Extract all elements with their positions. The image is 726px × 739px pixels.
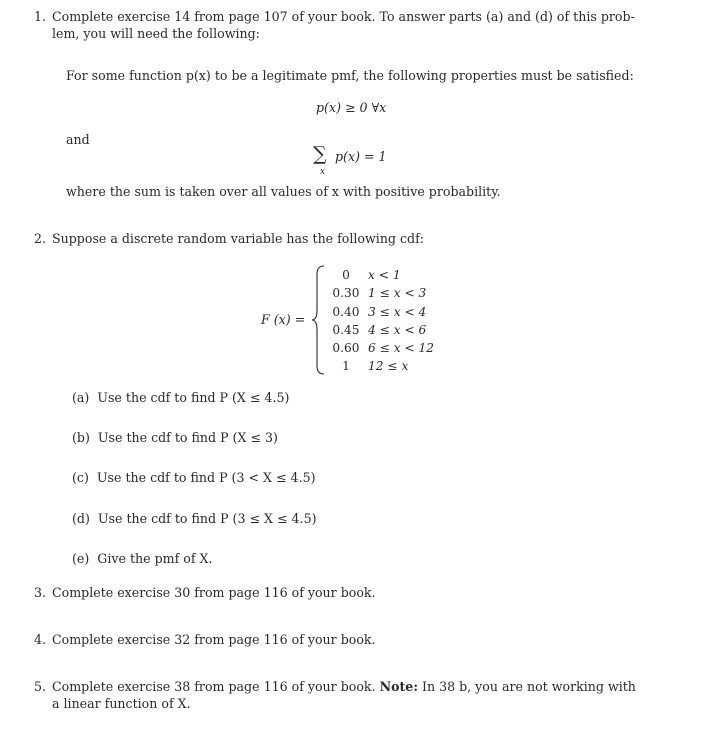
problem-4-text: Complete exercise 32 from page 116 of your book. [52,632,376,647]
part-text: Give the pmf of X. [97,551,213,566]
problem-1-text-line2: lem, you will need the following: [52,26,260,41]
cdf-row: 1 12 ≤ x [342,359,409,374]
part-b [72,430,278,445]
cdf-row: 0.40 3 ≤ x < 4 [332,304,427,319]
cdf-row: 0.45 4 ≤ x < 6 [332,322,427,337]
problem-5-main: Complete exercise 38 from page 116 of your book. [52,679,376,694]
problem-5-text-line1 [52,679,636,694]
left-brace [311,264,327,376]
problem-3-text: Complete exercise 30 from page 116 of your book. [52,585,376,600]
sum-note: where the sum is taken over all values of x with positive probability. [66,184,501,199]
nonnegativity-property: p(x) ≥ 0 ∀x [316,100,387,115]
part-label: (a) [72,390,90,405]
problem-1-text-line1: Complete exercise 14 from page 107 of your book. To answer parts (a) and (d) of this prob- [52,9,635,24]
cdf-row: 0 x < 1 [342,268,401,282]
cdf-row: 0.60 6 ≤ x < 12 [332,341,435,356]
sum-to-one-property: p(x) = 1 [335,149,387,164]
problem-3-number: 3. [34,585,47,600]
cdf-label: F (x) = [261,312,306,327]
cdf-row: 0.30 1 ≤ x < 3 [332,286,427,301]
and-word: and [66,132,90,147]
part-label: (c) [72,470,89,485]
pmf-intro: For some function p(x) to be a legitimate pmf, the following properties must be satisfied: [66,68,634,83]
part-text: Use the cdf to find P (3 < X ≤ 4.5) [96,470,316,485]
part-d [72,511,317,526]
part-c [72,470,316,485]
problem-2-text: Suppose a discrete random variable has the following cdf: [52,231,425,246]
part-text: Use the cdf to find P (3 ≤ X ≤ 4.5) [97,511,317,526]
problem-5-text-line2: a linear function of X. [52,696,191,711]
sum-index: x [320,167,326,177]
part-text: Use the cdf to find P (X ≤ 4.5) [97,390,290,405]
note-label: Note: [379,679,418,694]
note-text: In 38 b, you are not working with [421,679,636,694]
part-label: (e) [72,551,90,566]
part-e [72,551,212,566]
summation-symbol: ∑ [313,143,327,165]
problem-2-number: 2. [34,231,47,246]
problem-4-number: 4. [34,632,47,647]
problem-5-number: 5. [34,679,47,694]
problem-1-number: 1. [34,9,47,24]
part-text: Use the cdf to find P (X ≤ 3) [97,430,278,445]
cdf-cases [328,268,434,378]
part-a [72,390,289,405]
part-label: (d) [72,511,90,526]
part-label: (b) [72,430,90,445]
